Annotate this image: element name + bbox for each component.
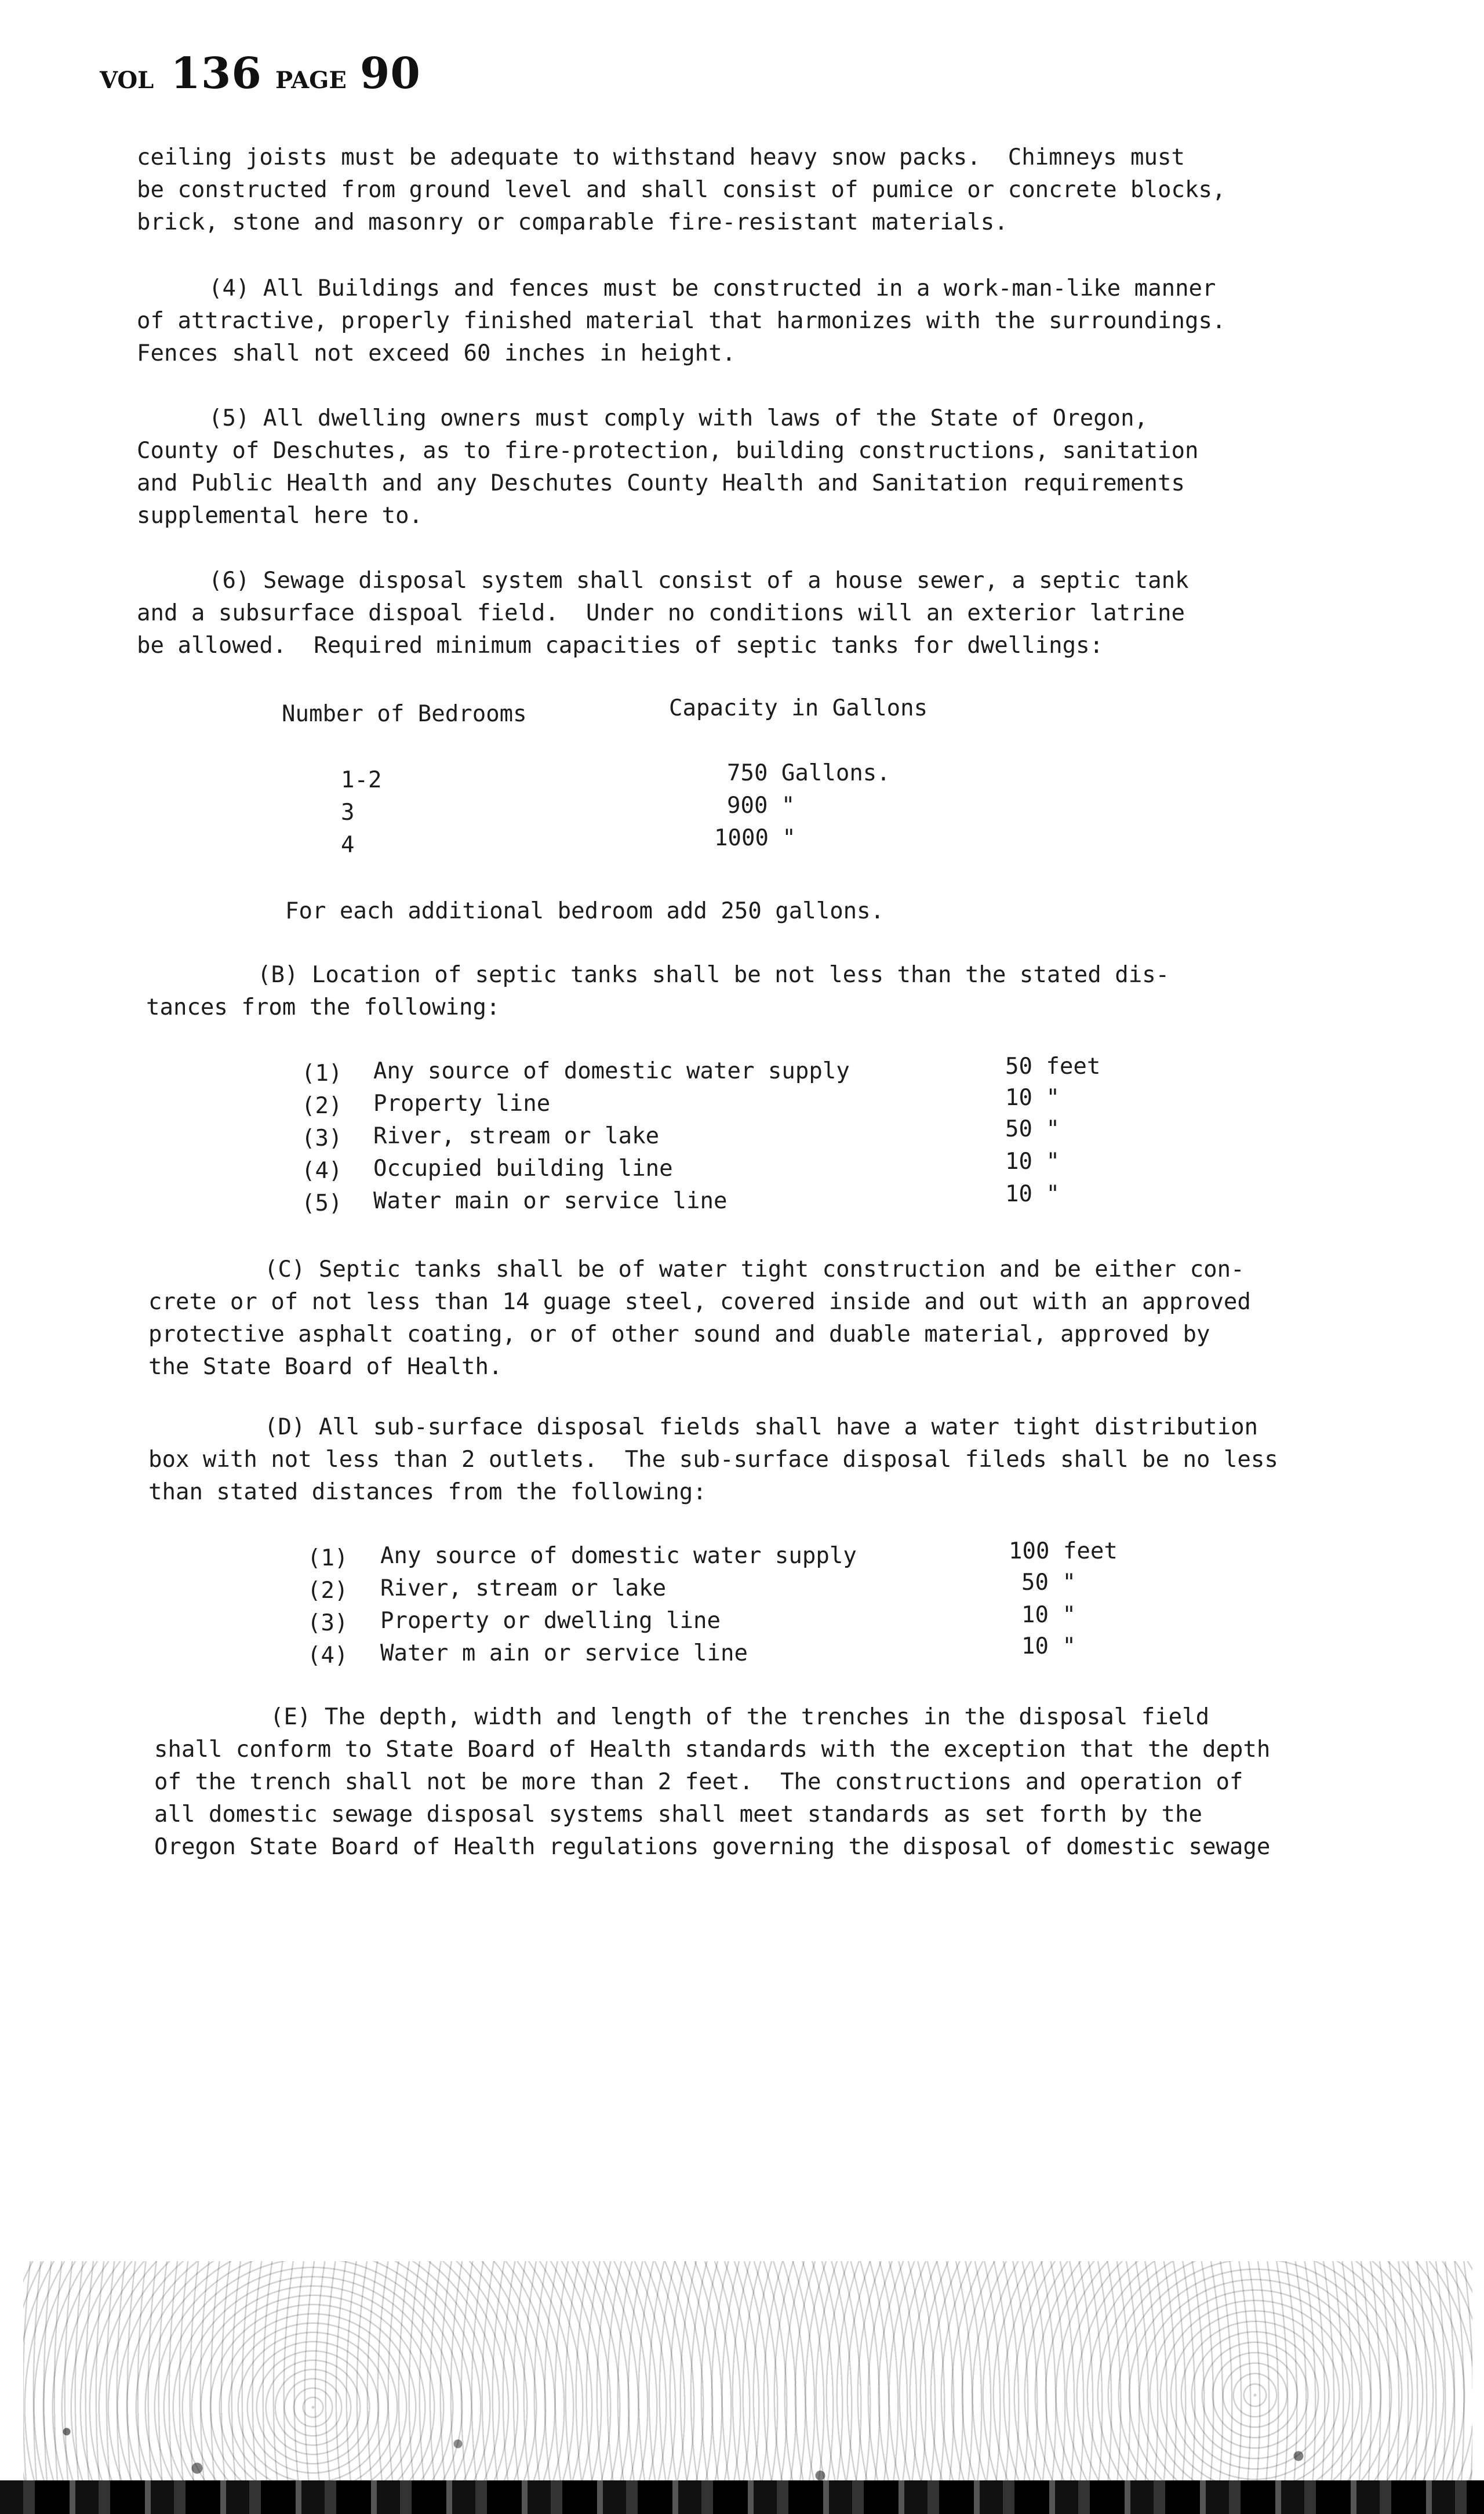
list-item-distance: 10 " (1005, 1085, 1060, 1111)
body-line: be allowed. Required minimum capacities of septic tanks for dwellings: (137, 633, 1104, 659)
body-line: shall conform to State Board of Health standards with the exception that the depth (154, 1736, 1271, 1763)
list-item-label: Occupied building line (373, 1156, 673, 1182)
table-header-capacity: Capacity in Gallons (669, 695, 928, 721)
list-item-label: Any source of domestic water supply (380, 1543, 857, 1569)
page-number: 90 (359, 49, 421, 99)
body-line: than stated distances from the following: (148, 1479, 707, 1505)
table-cell-capacity: 900 " (727, 793, 795, 819)
body-line: ceiling joists must be adequate to withstand heavy snow packs. Chimneys must (137, 144, 1185, 170)
list-item-label: Property line (373, 1091, 551, 1117)
list-item-number: (4) (301, 1158, 343, 1184)
body-line: brick, stone and masonry or comparable fire-resistant materials. (137, 209, 1008, 235)
body-line: (E) The depth, width and length of the trenches in the disposal field (270, 1704, 1210, 1730)
list-item-distance: 10 " (1021, 1602, 1076, 1628)
list-item-distance: 10 " (1005, 1149, 1060, 1175)
body-line: and Public Health and any Deschutes County Health and Sanitation requirements (137, 470, 1185, 496)
body-line: (5) All dwelling owners must comply with laws of the State of Oregon, (209, 405, 1148, 431)
body-line: crete or of not less than 14 guage steel, covered inside and out with an approved (148, 1289, 1251, 1315)
vol-label: VOL (100, 67, 154, 94)
vol-number: 136 (170, 49, 262, 99)
body-line: and a subsurface dispoal field. Under no conditions will an exterior latrine (137, 600, 1185, 626)
list-item-label: River, stream or lake (380, 1575, 667, 1601)
body-line: Oregon State Board of Health regulations governing the disposal of domestic sewage (154, 1834, 1271, 1860)
scan-noise (23, 2261, 1472, 2505)
list-item-number: (5) (301, 1190, 343, 1216)
page-label: PAGE (275, 67, 347, 94)
list-item-number: (1) (301, 1060, 343, 1087)
table-cell-bedrooms: 1-2 (341, 767, 382, 793)
list-item-number: (3) (301, 1125, 343, 1151)
list-item-distance: 50 " (1021, 1570, 1076, 1596)
body-line: County of Deschutes, as to fire-protection, building constructions, sanitation (137, 438, 1199, 464)
body-line: box with not less than 2 outlets. The sub-surface disposal fileds shall be no less (148, 1447, 1278, 1473)
list-item-number: (2) (301, 1093, 343, 1119)
body-line: (4) All Buildings and fences must be constructed in a work-man-like manner (209, 275, 1216, 301)
body-line: (D) All sub-surface disposal fields shall have a water tight distribution (264, 1414, 1259, 1440)
table-cell-bedrooms: 4 (341, 832, 355, 858)
table-cell-bedrooms: 3 (341, 800, 355, 826)
list-item-distance: 100 feet (1009, 1538, 1118, 1564)
list-item-label: Water main or service line (373, 1188, 728, 1214)
list-item-distance: 50 " (1005, 1116, 1060, 1142)
table-cell-capacity: 750 Gallons. (727, 760, 890, 786)
body-line: (B) Location of septic tanks shall be not less than the stated dis- (257, 962, 1170, 988)
body-line: Fences shall not exceed 60 inches in height. (137, 340, 736, 366)
list-item-label: River, stream or lake (373, 1123, 660, 1149)
body-line: the State Board of Health. (148, 1354, 503, 1380)
list-item-number: (3) (307, 1610, 348, 1636)
list-item-number: (2) (307, 1578, 348, 1604)
capacity-note: For each additional bedroom add 250 gallons. (285, 898, 885, 924)
body-line: of attractive, properly finished material that harmonizes with the surroundings. (137, 308, 1226, 334)
table-cell-capacity: 1000 " (714, 825, 796, 851)
list-item-number: (1) (307, 1545, 348, 1571)
body-line: of the trench shall not be more than 2 feet. The constructions and operation of (154, 1769, 1243, 1795)
list-item-distance: 50 feet (1005, 1053, 1101, 1080)
body-line: (6) Sewage disposal system shall consist of a house sewer, a septic tank (209, 568, 1189, 594)
body-line: all domestic sewage disposal systems shall meet standards as set forth by the (154, 1801, 1202, 1828)
volume-page-header (100, 49, 421, 99)
list-item-label: Water m ain or service line (380, 1640, 748, 1666)
body-line: protective asphalt coating, or of other sound and duable material, approved by (148, 1321, 1210, 1347)
list-item-distance: 10 " (1005, 1181, 1060, 1207)
list-item-label: Property or dwelling line (380, 1608, 721, 1634)
body-line: supplemental here to. (137, 503, 423, 529)
list-item-label: Any source of domestic water supply (373, 1058, 850, 1084)
body-line: (C) Septic tanks shall be of water tight construction and be either con- (264, 1256, 1245, 1283)
body-line: be constructed from ground level and shall consist of pumice or concrete blocks, (137, 177, 1226, 203)
list-item-distance: 10 " (1021, 1633, 1076, 1659)
scan-edge-bar (0, 2480, 1484, 2514)
list-item-number: (4) (307, 1643, 348, 1669)
table-header-bedrooms: Number of Bedrooms (282, 701, 527, 727)
body-line: tances from the following: (146, 994, 500, 1020)
